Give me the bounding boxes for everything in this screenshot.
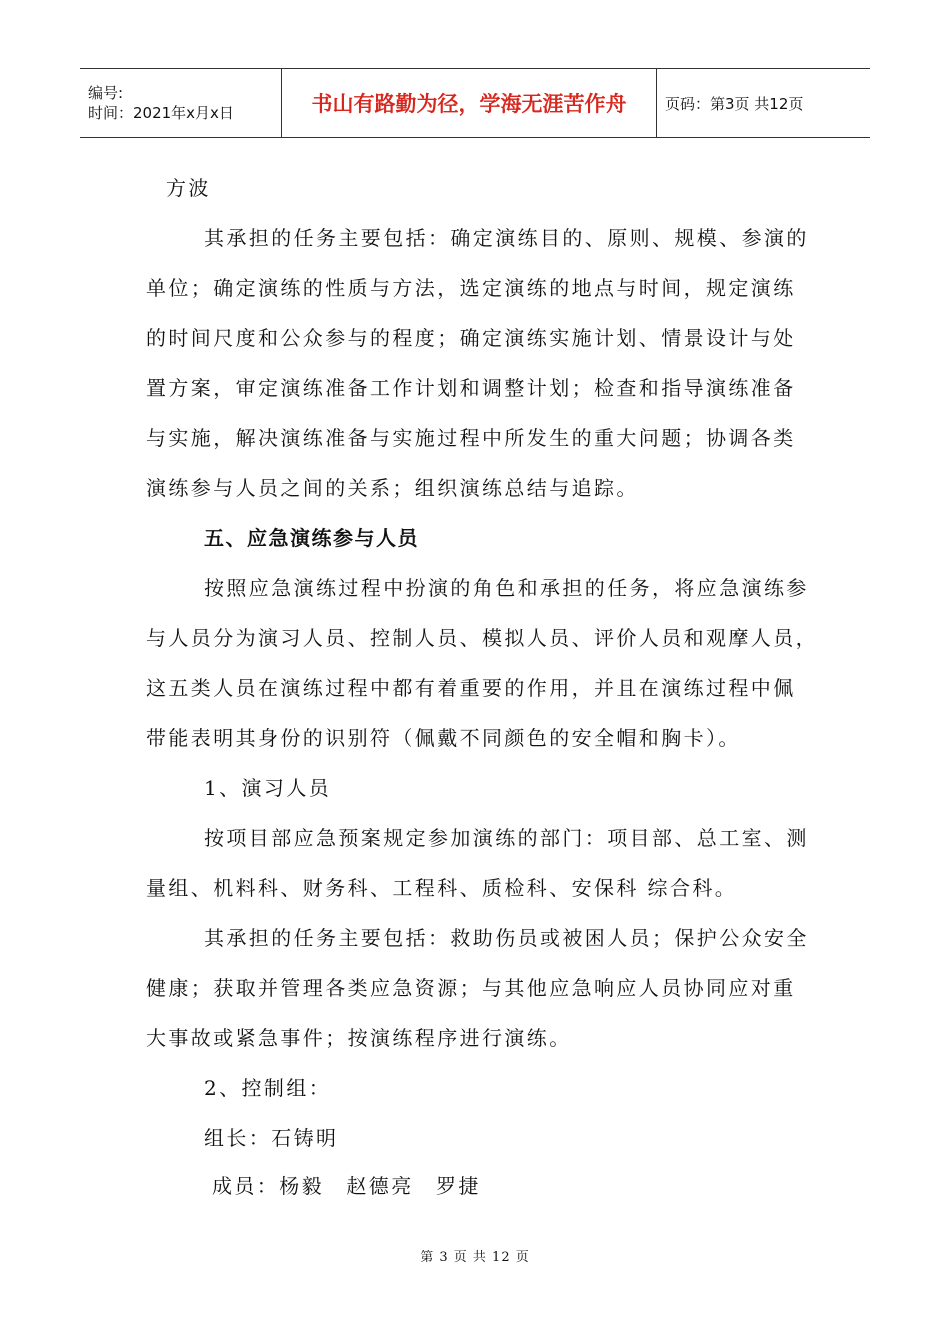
text-line: 方波 [166,176,211,200]
text-line: 置方案，审定演练准备工作计划和调整计划；检查和指导演练准备 [146,376,796,400]
text-line: 健康；获取并管理各类应急资源；与其他应急响应人员协同应对重 [146,976,796,1000]
section-heading: 五、应急演练参与人员 [204,526,419,550]
text-line: 按照应急演练过程中扮演的角色和承担的任务，将应急演练参 [204,576,809,600]
text-line: 单位；确定演练的性质与方法，选定演练的地点与时间，规定演练 [146,276,796,300]
text-line: 带能表明其身份的识别符（佩戴不同颜色的安全帽和胸卡）。 [146,726,741,750]
header-motto: 书山有路勤为径，学海无涯苦作舟 [282,69,657,137]
text-line: 成员：杨毅 赵德亮 罗捷 [212,1174,481,1198]
document-number-label: 编号: [88,84,124,102]
page-header [80,68,870,138]
text-line: 与实施，解决演练准备与实施过程中所发生的重大问题；协调各类 [146,426,796,450]
text-line: 量组、机料科、财务科、工程科、质检科、安保科 综合科。 [146,876,738,900]
text-line: 演练参与人员之间的关系；组织演练总结与追踪。 [146,476,639,500]
text-line: 组长：石铸明 [204,1126,339,1150]
text-line: 按项目部应急预案规定参加演练的部门：项目部、总工室、测 [204,826,809,850]
text-line: 其承担的任务主要包括：确定演练目的、原则、规模、参演的 [204,226,809,250]
header-meta [80,69,282,137]
text-line: 这五类人员在演练过程中都有着重要的作用，并且在演练过程中佩 [146,676,796,700]
subsection-heading: 1、演习人员 [204,776,332,800]
text-line: 大事故或紧急事件；按演练程序进行演练。 [146,1026,572,1050]
header-page-info: 页码：第3页 共12页 [665,94,804,113]
document-date: 时间：2021年x月x日 [88,104,234,122]
page-footer: 第 3 页 共 12 页 [420,1250,530,1265]
text-line: 的时间尺度和公众参与的程度；确定演练实施计划、情景设计与处 [146,326,796,350]
text-line: 与人员分为演习人员、控制人员、模拟人员、评价人员和观摩人员， [146,626,818,650]
text-line: 其承担的任务主要包括：救助伤员或被困人员；保护公众安全 [204,926,809,950]
subsection-heading: 2、控制组： [204,1076,332,1100]
